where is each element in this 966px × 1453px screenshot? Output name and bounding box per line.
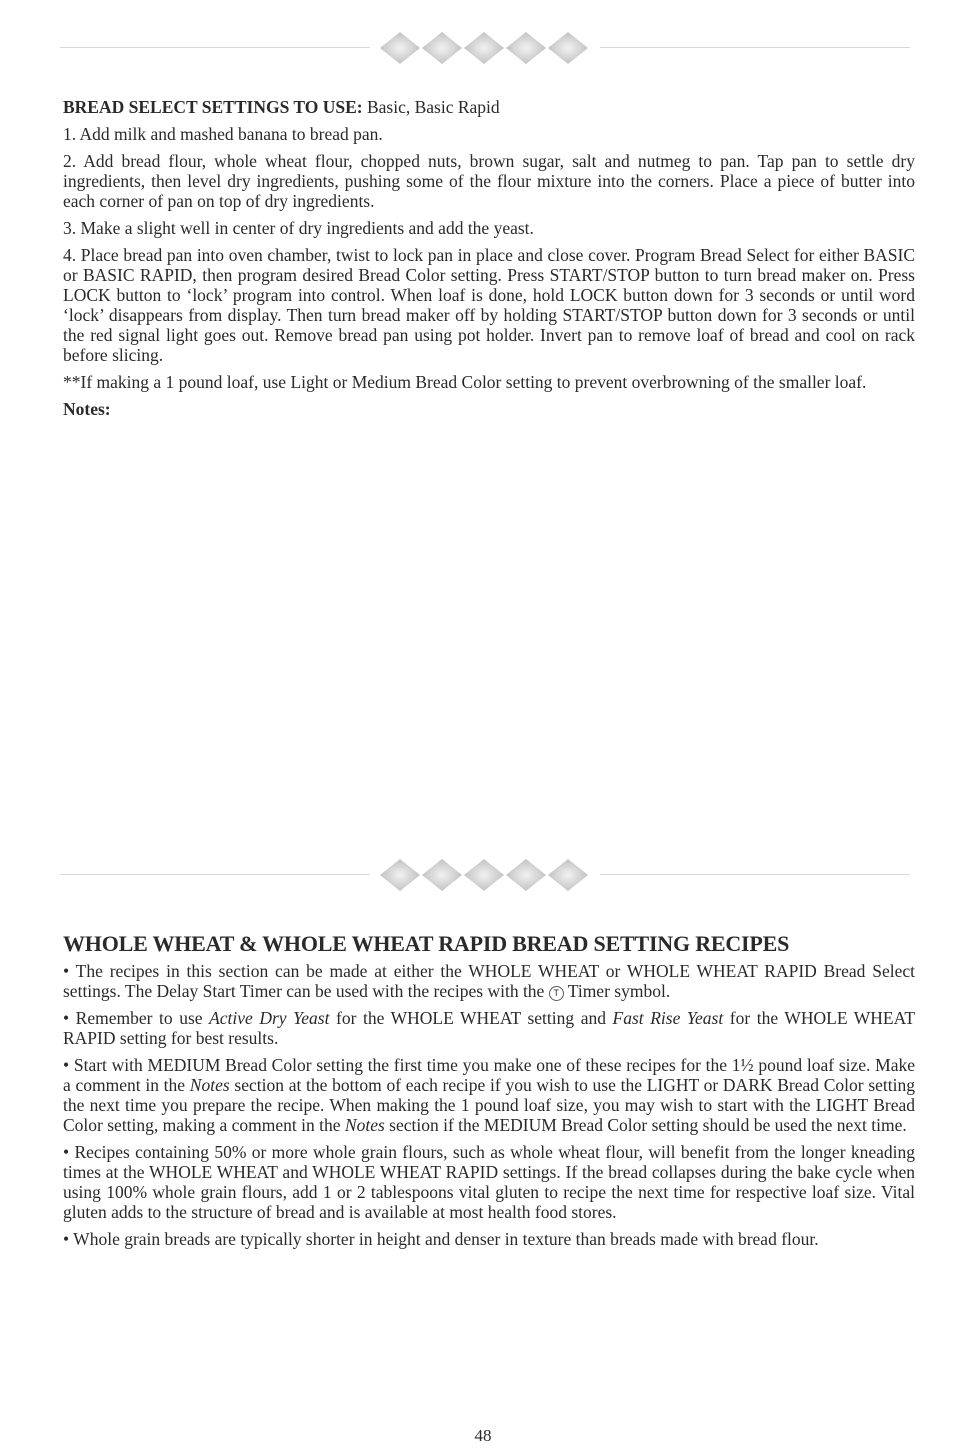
bullet-yeast (63, 1008, 915, 1048)
diamond-ornament-icon (380, 28, 590, 68)
bread-select-settings (63, 97, 915, 117)
italic-text: Active Dry Yeast (209, 1008, 330, 1028)
step-4: 4. Place bread pan into oven chamber, twist to lock pan in place and close cover. Program Bread Select for either BASIC or BASIC RAPID, then program desired Bread Color setting. Press START/STOP button to turn bread maker on. Press LOCK button to ‘lock’ program into control. When loaf is done, hold LOCK button down for 3 seconds or until word ‘lock’ disappears from display. Then turn bread maker off by holding START/STOP button down for 3 seconds or until the red signal light goes out. Remove bread pan using pot holder. Invert pan to remove loaf of bread and cool on rack before slicing. (63, 245, 915, 365)
bullet-text: for the WHOLE WHEAT setting and (329, 1008, 613, 1028)
timer-icon: T (549, 986, 564, 1001)
bullet-text: • Remember to use (63, 1008, 210, 1028)
bullet-gluten: • Recipes containing 50% or more whole grain flours, such as whole wheat flour, will benefit from the longer kneading times at the WHOLE WHEAT and WHOLE WHEAT RAPID settings. If the bread collapses during the bake cycle when using 100% whole grain flours, add 1 or 2 tablespoons vital gluten to recipe the next time for respective loaf size. Vital gluten adds to the structure of bread and is available at most health food stores. (63, 1142, 915, 1222)
bullet-text: section if the MEDIUM Bread Color setting should be used the next time. (384, 1115, 907, 1135)
bullet-text: • Start with MEDIUM Bread Color setting the first time you make one of these recipes for the 1½ pound loaf size. Make a comment in the (63, 1055, 915, 1095)
bullet-text: Timer symbol. (563, 981, 671, 1001)
page-number: 48 (474, 1426, 492, 1445)
italic-text: Notes (189, 1075, 230, 1095)
bullet-text: • The recipes in this section can be made at either the WHOLE WHEAT or WHOLE WHEAT RAPID Bread Select settings. The Delay Start Timer can be used with the recipes with the (63, 961, 915, 1001)
bullet-color (63, 1055, 915, 1135)
divider-rule-right (600, 874, 910, 875)
bullet-texture: • Whole grain breads are typically shorter in height and denser in texture than breads made with bread flour. (63, 1229, 819, 1249)
middle-ornament-divider (60, 855, 910, 895)
divider-rule-left (60, 874, 370, 875)
bullet-text: section at the bottom of each recipe if you wish to use the LIGHT or DARK Bread Color setting the next time you prepare the recipe. When making the 1 pound loaf size, you may wish to start with the LIGHT Bread Color setting, making a comment in the (63, 1075, 915, 1135)
italic-text: Notes (344, 1115, 385, 1135)
settings-value: Basic, Basic Rapid (366, 97, 500, 117)
step-3: 3. Make a slight well in center of dry ingredients and add the yeast. (63, 218, 534, 238)
divider-rule-left (60, 47, 370, 48)
bullet-text: for the WHOLE WHEAT RAPID setting for best results. (63, 1008, 916, 1048)
divider-rule-right (600, 47, 910, 48)
bullet-settings (63, 961, 915, 1001)
step-2: 2. Add bread flour, whole wheat flour, chopped nuts, brown sugar, salt and nutmeg to pan. Tap pan to settle dry ingredients, then level dry ingredients, pushing some of the flour mixture into the corners. Place a piece of butter into each corner of pan on top of dry ingredients. (63, 151, 915, 211)
notes-label: Notes: (63, 399, 111, 419)
italic-text: Fast Rise Yeast (612, 1008, 724, 1028)
diamond-ornament-icon (380, 855, 590, 895)
step-1: 1. Add milk and mashed banana to bread pan. (63, 124, 383, 144)
section-title: WHOLE WHEAT & WHOLE WHEAT RAPID BREAD SETTING RECIPES (63, 931, 790, 956)
recipe-directions (63, 97, 915, 426)
whole-wheat-section (63, 931, 915, 1256)
top-ornament-divider (60, 28, 910, 68)
settings-label: BREAD SELECT SETTINGS TO USE: (63, 97, 363, 117)
footnote: **If making a 1 pound loaf, use Light or Medium Bread Color setting to prevent overbrowning of the smaller loaf. (63, 372, 867, 392)
